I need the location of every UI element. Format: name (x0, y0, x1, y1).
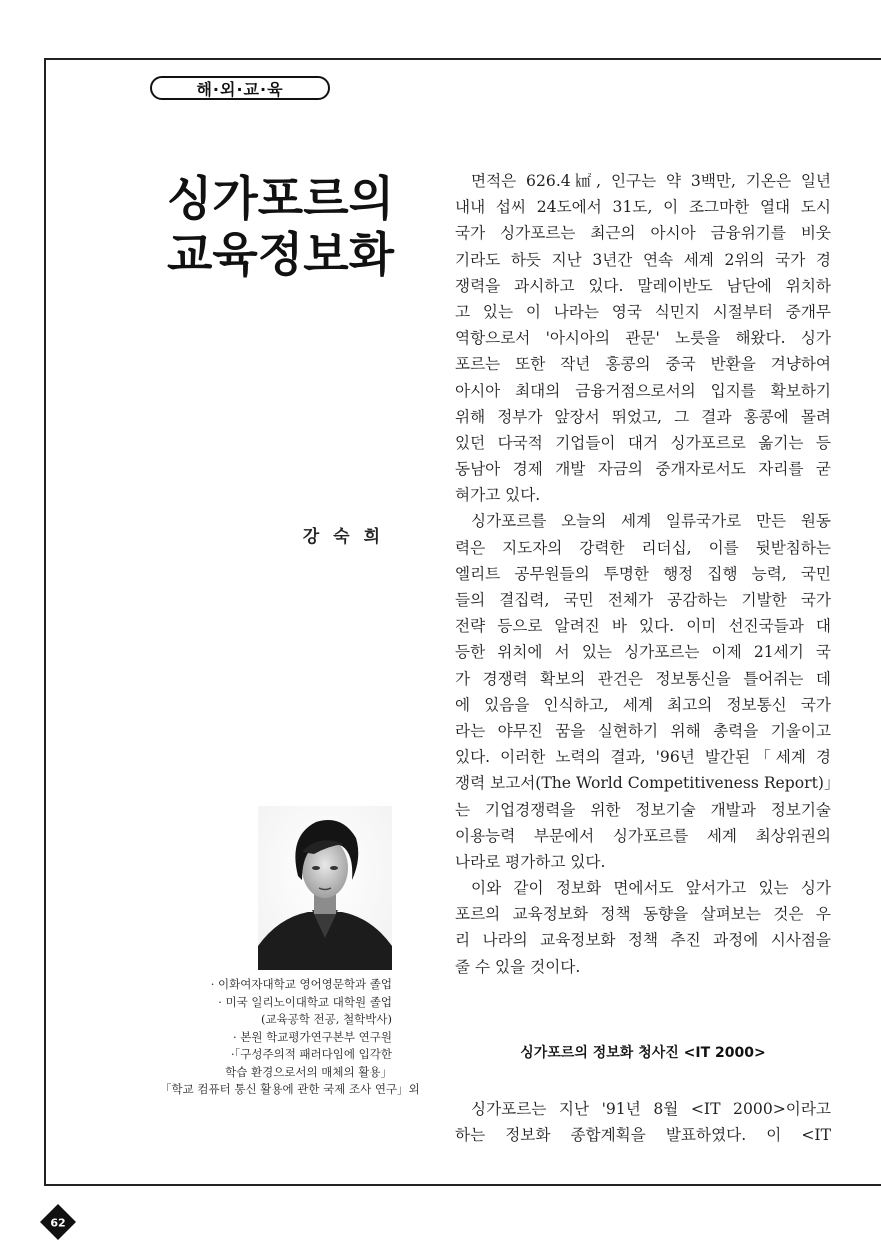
body-line: 위해 정부가 앞장서 뛰었고, 그 결과 홍콩에 몰려 (455, 407, 831, 426)
body-line: 포르는 또한 작년 홍콩의 중국 반환을 겨냥하여 (455, 355, 831, 374)
author-name: 강숙희 (302, 527, 394, 547)
body-line: 쟁력 보고서(The World Competitiveness Report)」 (455, 774, 840, 793)
body-line: 이와 같이 정보화 면에서도 앞서가고 있는 싱가 (471, 879, 831, 898)
body-line: 들의 결집력, 국민 전체가 공감하는 기발한 국가 (455, 591, 831, 609)
body-line: 라는 야무진 꿈을 실현하기 위해 총력을 기울이고 (455, 721, 831, 740)
body-line: 나라로 평가하고 있다. (455, 852, 606, 871)
body-line: 있다. 이러한 노력의 결과, '96년 발간된「세계 경 (455, 748, 831, 767)
author-bio (160, 976, 420, 1099)
body-line: 내내 섭씨 24도에서 31도, 이 조그마한 열대 도시 (455, 198, 831, 217)
body-line: 포르의 교육정보화 정책 동향을 살펴보는 것은 우 (455, 905, 831, 924)
body-line: 하는 정보화 종합계획을 발표하였다. 이 <IT (455, 1126, 831, 1145)
body-line: 줄 수 있을 것이다. (455, 957, 581, 976)
body-line: 고 있는 이 나라는 영국 식민지 시절부터 중개무 (455, 302, 831, 321)
section-tag: 해·외·교·육 (150, 76, 330, 100)
bio-line: · 이화여자대학교 영어영문학과 졸업 (210, 977, 392, 991)
body-line: 리 나라의 교육정보화 정책 추진 과정에 시사점을 (455, 931, 831, 950)
body-line: 는 기업경쟁력을 위한 정보기술 개발과 정보기술 (455, 800, 831, 819)
body-line: 있던 다국적 기업들이 대거 싱가포르로 옮기는 등 (455, 433, 831, 452)
title-line: 교육정보화 (166, 228, 394, 283)
section-subheading: 싱가포르의 정보화 청사진 <IT 2000> (520, 1045, 766, 1061)
body-line: 이용능력 부문에서 싱가포르를 세계 최상위권의 (455, 826, 831, 845)
body-line: 아시아 최대의 금융거점으로서의 입지를 확보하기 (455, 381, 831, 400)
article-body-continued (455, 1096, 831, 1148)
body-line: 가 경쟁력 확보의 관건은 정보통신을 틀어쥐는 데 (455, 669, 831, 688)
article-title (150, 172, 394, 284)
page-number: 62 (50, 1216, 66, 1230)
bio-line: · 미국 일리노이대학교 대학원 졸업 (218, 994, 392, 1009)
body-line: 기라도 하듯 지난 3년간 연속 세계 2위의 국가 경 (455, 250, 831, 269)
body-line: 면적은 626.4㎢, 인구는 약 3백만, 기온은 일년 (471, 172, 831, 190)
body-line: 에 있음을 인식하고, 세계 최고의 정보통신 국가 (455, 695, 831, 714)
top-rule (44, 58, 881, 60)
author-photo (258, 806, 392, 970)
left-rule (44, 58, 46, 1184)
body-line: 혀가고 있다. (455, 486, 541, 505)
body-line: 싱가포르를 오늘의 세계 일류국가로 만든 원동 (471, 512, 831, 531)
body-line: 쟁력을 과시하고 있다. 말레이반도 남단에 위치하 (455, 276, 831, 295)
body-line: 력은 지도자의 강력한 리더십, 이를 뒷받침하는 (455, 538, 831, 557)
page-number-badge (38, 1202, 78, 1242)
body-line: 국가 싱가포르는 최근의 아시아 금융위기를 비웃 (455, 224, 831, 243)
body-line: 싱가포르는 지난 '91년 8월 <IT 2000>이라고 (471, 1100, 831, 1118)
bio-line: ·「구성주의적 패러다임에 입각한 (230, 1047, 392, 1061)
body-line: 동남아 경제 개발 자금의 중개자로서도 자리를 굳 (455, 460, 831, 479)
article-body (455, 168, 840, 980)
title-line: 싱가포르의 (166, 172, 394, 227)
body-line: 역항으로서 '아시아의 관문' 노릇을 해왔다. 싱가 (455, 329, 831, 348)
body-line: 엘리트 공무원들의 투명한 행정 집행 능력, 국민 (455, 564, 831, 583)
body-line: 전략 등으로 알려진 바 있다. 이미 선진국들과 대 (455, 617, 831, 636)
bio-line: (교육공학 전공, 철학박사) (260, 1012, 392, 1026)
bio-line: · 본원 학교평가연구본부 연구원 (232, 1029, 392, 1044)
bottom-rule (44, 1184, 881, 1186)
body-line: 등한 위치에 서 있는 싱가포르는 이제 21세기 국 (455, 643, 831, 662)
bio-line: 「학교 컴퓨터 통신 활용에 관한 국제 조사 연구」외 (160, 1082, 420, 1096)
bio-line: 학습 환경으로서의 매체의 활용」 (225, 1064, 392, 1079)
